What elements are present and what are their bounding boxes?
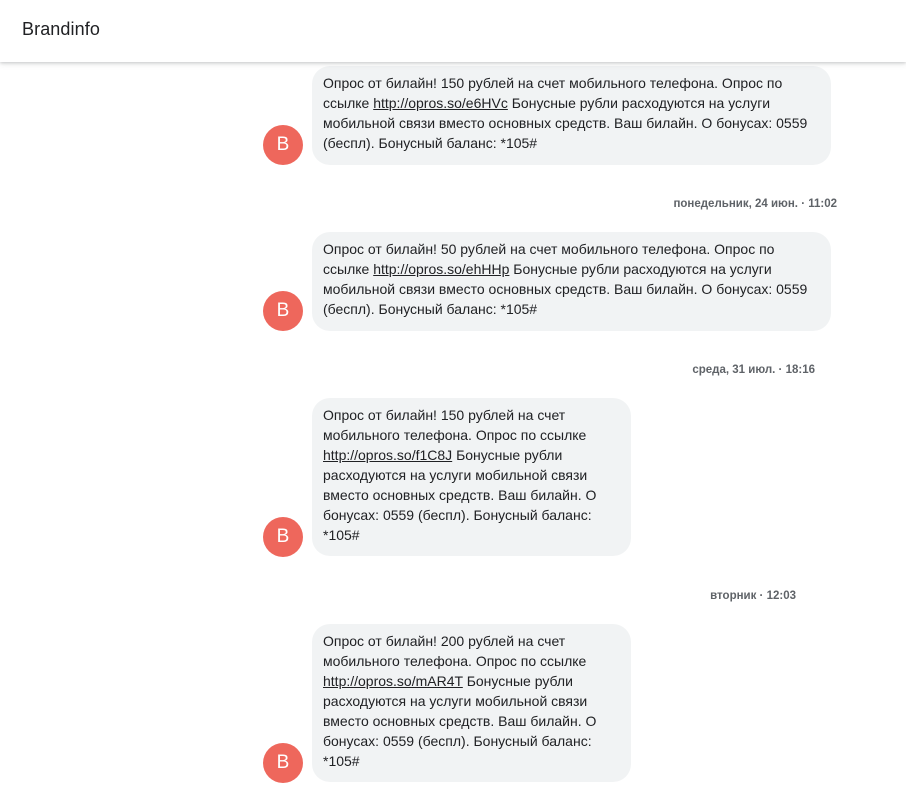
message-text: Бонусные рубли расходуются на услуги мобильной связи вместо основных средств. Ваш билайн. О бонусах: 0559 (беспл). Бонусный баланс: *105# xyxy=(323,447,597,543)
message-link[interactable]: http://opros.so/mAR4T xyxy=(323,673,463,689)
message-text: Бонусные рубли расходуются на услуги мобильной связи вместо основных средств. Ваш билайн. О бонусах: 0559 (беспл). Бонусный баланс: *105# xyxy=(323,261,808,317)
message-text: Опрос от билайн! 150 рублей на счет мобильного телефона. Опрос по ссылке xyxy=(323,75,783,111)
message-bubble[interactable] xyxy=(312,232,831,331)
message-bubble[interactable] xyxy=(312,624,631,782)
conversation-header xyxy=(0,0,906,62)
message-text: Опрос от билайн! 200 рублей на счет мобильного телефона. Опрос по ссылке xyxy=(323,633,587,669)
message-link[interactable]: http://opros.so/e6HVc xyxy=(373,95,508,111)
message-timestamp: вторник · 12:03 xyxy=(710,590,796,602)
message-link[interactable]: http://opros.so/f1C8J xyxy=(323,447,453,463)
message-timestamp: среда, 31 июл. · 18:16 xyxy=(692,364,815,376)
message-link[interactable]: http://opros.so/ehHHp xyxy=(373,261,510,277)
message-bubble[interactable] xyxy=(312,398,631,556)
message-text: Бонусные рубли расходуются на услуги мобильной связи вместо основных средств. Ваш билайн. О бонусах: 0559 (беспл). Бонусный баланс: *105# xyxy=(323,95,808,151)
sender-avatar[interactable]: B xyxy=(263,517,303,557)
message-bubble[interactable] xyxy=(312,66,831,165)
message-text: Опрос от билайн! 50 рублей на счет мобильного телефона. Опрос по ссылке xyxy=(323,241,775,277)
message-text: Опрос от билайн! 150 рублей на счет мобильного телефона. Опрос по ссылке xyxy=(323,407,587,443)
message-text: Бонусные рубли расходуются на услуги мобильной связи вместо основных средств. Ваш билайн. О бонусах: 0559 (беспл). Бонусный баланс: *105# xyxy=(323,673,597,769)
sender-avatar[interactable]: B xyxy=(263,291,303,331)
sender-avatar[interactable]: B xyxy=(263,125,303,165)
conversation-title: Brandinfo xyxy=(22,19,100,39)
sender-avatar[interactable]: B xyxy=(263,743,303,783)
message-timestamp: понедельник, 24 июн. · 11:02 xyxy=(673,198,837,210)
